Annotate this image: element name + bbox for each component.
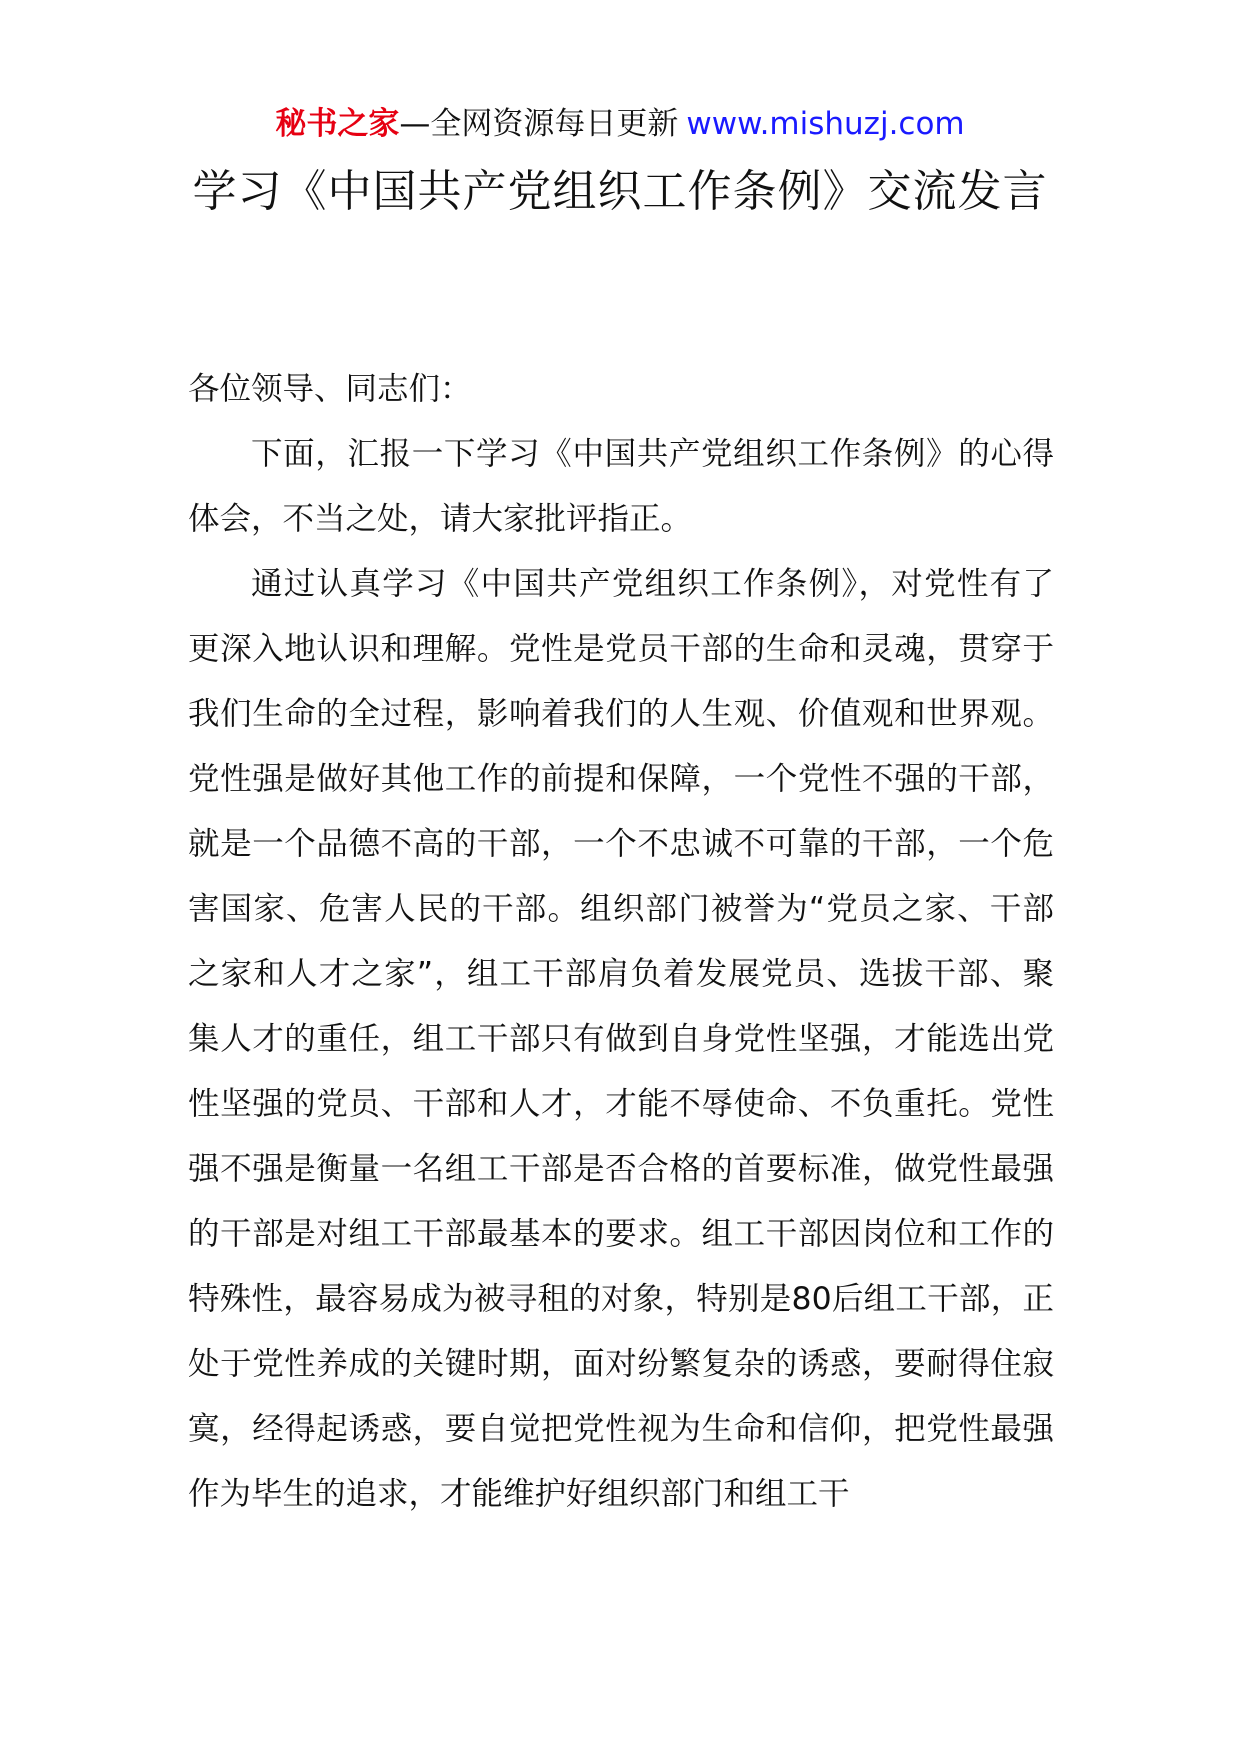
paragraph: 通过认真学习《中国共产党组织工作条例》，对党性有了更深入地认识和理解。党性是党员干部的生命和灵魂，贯穿于我们生命的全过程，影响着我们的人生观、价值观和世界观。党性强是做好其他工作的前提和保障，一个党性不强的干部，就是一个品德不高的干部，一个不忠诚不可靠的干部，一个危害国家、危害人民的干部。组织部门被誉为“党员之家、干部之家和人才之家”，组工干部肩负着发展党员、选拔干部、聚集人才的重任，组工干部只有做到自身党性坚强，才能选出党性坚强的党员、干部和人才，才能不辱使命、不负重托。党性强不强是衡量一名组工干部是否合格的首要标准，做党性最强的干部是对组工干部最基本的要求。组工干部因岗位和工作的特殊性，最容易成为被寻租的对象，特别是80后组工干部，正处于党性养成的关键时期，面对纷繁复杂的诱惑，要耐得住寂寞，经得起诱惑，要自觉把党性视为生命和信仰，把党性最强作为毕生的追求，才能维护好组织部门和组工干 <box>188 566 1054 1512</box>
site-header <box>0 102 1240 146</box>
site-brand: 秘书之家 <box>275 106 400 142</box>
site-tagline: —全网资源每日更新 <box>399 106 679 142</box>
document-title: 学习《中国共产党组织工作条例》交流发言 <box>192 166 1048 217</box>
site-url[interactable]: www.mishuzj.com <box>686 106 965 142</box>
paragraph: 下面，汇报一下学习《中国共产党组织工作条例》的心得体会，不当之处，请大家批评指正。 <box>188 436 1054 537</box>
document-body <box>188 357 1054 1527</box>
salutation: 各位领导、同志们： <box>188 371 472 407</box>
